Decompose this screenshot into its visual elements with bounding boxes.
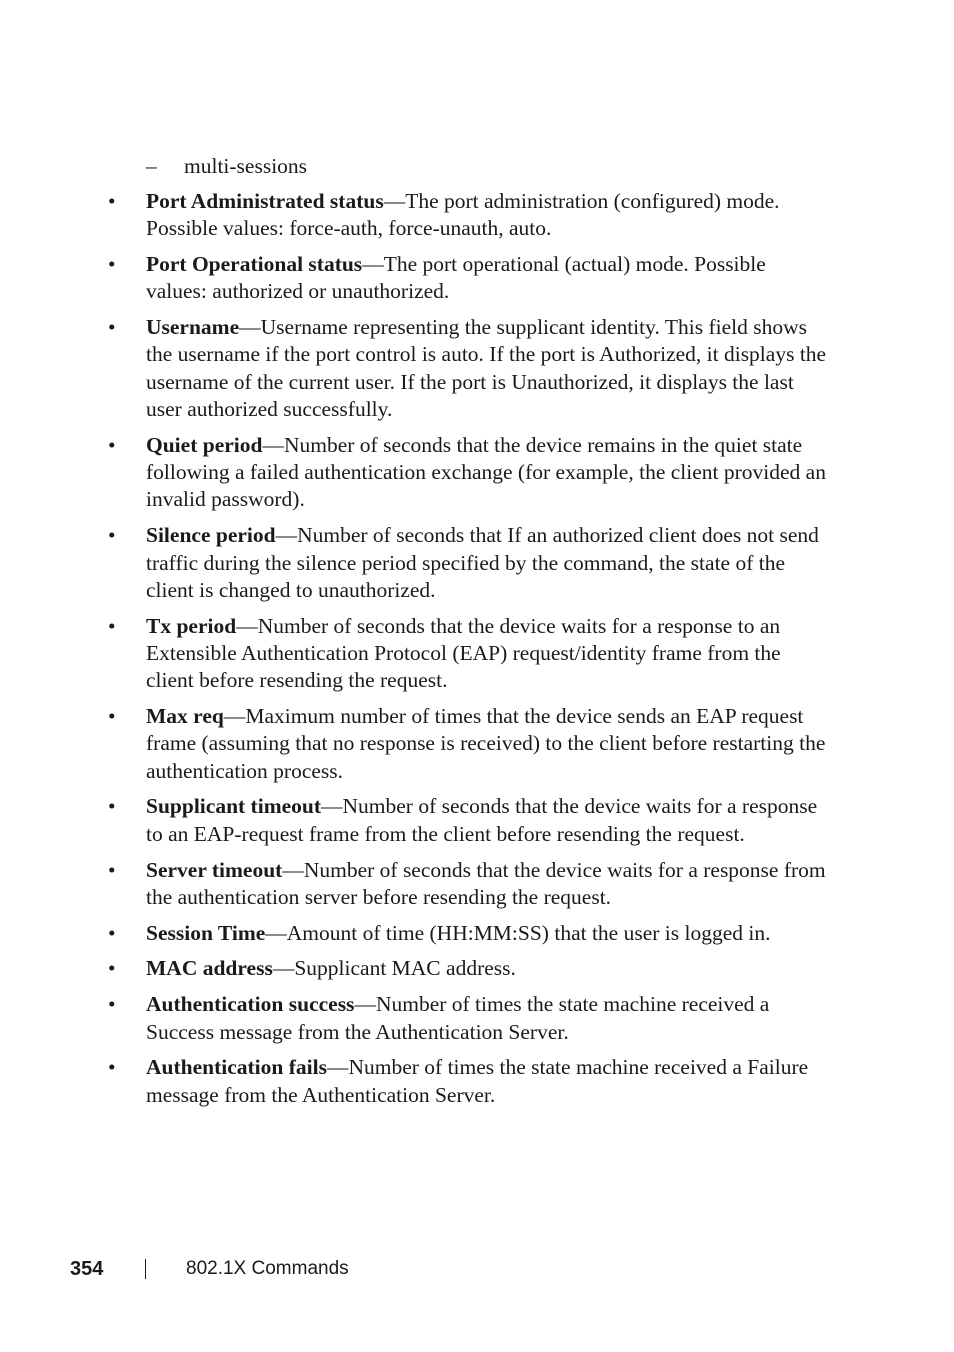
list-item-mac-address (108, 955, 828, 982)
item-term: Username (146, 315, 240, 340)
item-description: —Number of seconds that the device waits for a response to an EAP-request frame from the client before resending the request. (146, 794, 818, 846)
bullet-marker: • (108, 857, 116, 882)
item-term: Port Administrated status (146, 189, 384, 213)
list-item-port-operational-status (108, 251, 828, 306)
bullet-marker: • (108, 252, 116, 277)
bullet-marker: • (108, 523, 116, 548)
list-item-silence-period (108, 522, 828, 604)
page-footer (0, 1256, 954, 1286)
item-term: Session Time (146, 920, 266, 945)
bullet-marker: • (108, 794, 116, 819)
page-number: 354 (70, 1258, 104, 1280)
dash-marker: – (146, 154, 157, 178)
item-description: —Number of times the state machine received a Failure message from the Authentication Server. (146, 1055, 809, 1107)
item-description: —The port operational (actual) mode. Possible values: authorized or unauthorized. (146, 252, 766, 304)
item-term: MAC address (146, 956, 273, 981)
section-title: 802.1X Commands (186, 1258, 349, 1279)
item-description: —Number of seconds that If an authorized client does not send traffic during the silence period specified by the command, the state of the client is changed to unauthorized. (146, 523, 819, 602)
list-item-username (108, 314, 828, 423)
bullet-marker: • (108, 704, 116, 729)
list-item-max-req (108, 703, 828, 785)
bullet-marker: • (108, 920, 116, 945)
list-item-authentication-success (108, 991, 828, 1046)
bullet-marker: • (108, 992, 116, 1017)
item-term: Port Operational status (146, 252, 363, 277)
list-item-authentication-fails (108, 1054, 828, 1109)
bullet-marker: • (108, 432, 116, 457)
list-item-session-time (108, 920, 828, 947)
bullet-marker: • (108, 956, 116, 981)
item-term: Tx period (146, 613, 237, 638)
bullet-marker: • (108, 613, 116, 638)
list-item-quiet-period (108, 432, 828, 514)
item-term: Server timeout (146, 857, 283, 882)
bullet-marker: • (108, 315, 116, 340)
list-item-port-administrated-status (108, 188, 828, 243)
item-description: —Number of seconds that the device remains in the quiet state following a failed authentication exchange (for example, the client provided an invalid password). (146, 432, 826, 512)
list-item-supplicant-timeout (108, 793, 828, 848)
item-term: Supplicant timeout (146, 794, 322, 819)
item-term: Authentication fails (146, 1055, 327, 1080)
item-term: Quiet period (146, 432, 263, 457)
sub-list-item-text: multi-sessions (184, 154, 308, 178)
item-description: —Number of seconds that the device waits for a response to an Extensible Authentication Protocol (EAP) request/identity frame from the client before resending the request. (146, 613, 781, 693)
item-description: —Supplicant MAC address. (272, 956, 516, 981)
item-description: —Amount of time (HH:MM:SS) that the user is logged in. (265, 920, 771, 945)
item-term: Authentication success (146, 992, 355, 1017)
field-description-list (108, 188, 828, 1117)
list-item-server-timeout (108, 857, 828, 912)
item-description: —The port administration (configured) mode. Possible values: force-auth, force-unauth, auto. (146, 189, 780, 241)
footer-divider (145, 1259, 146, 1279)
bullet-marker: • (108, 189, 116, 213)
item-description: —Maximum number of times that the device sends an EAP request frame (assuming that no response is received) to the client before restarting the authentication process. (146, 704, 826, 783)
item-description: —Number of seconds that the device waits for a response from the authentication server before resending the request. (146, 857, 826, 909)
item-description: —Username representing the supplicant identity. This field shows the username if the port control is auto. If the port is Authorized, it displays the username of the current user. If the port is Unauthorized, it displays the last user authorized successfully. (146, 315, 827, 422)
item-description: —Number of times the state machine received a Success message from the Authentication Server. (146, 992, 770, 1044)
list-item-tx-period (108, 613, 828, 695)
item-term: Silence period (146, 523, 276, 548)
bullet-marker: • (108, 1055, 116, 1080)
item-term: Max req (146, 704, 224, 729)
